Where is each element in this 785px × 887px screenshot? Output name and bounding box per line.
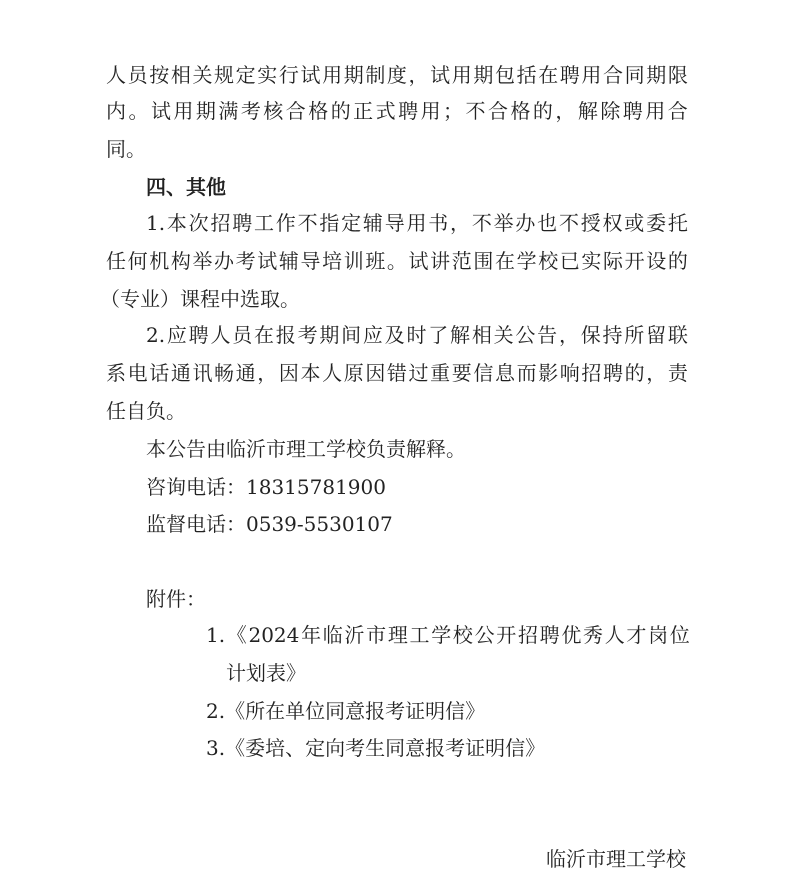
attachments-label: 附件： [146,587,206,611]
item1-line-3: （专业）课程中选取。 [100,287,300,311]
glyph: 人 [322,361,343,385]
glyph: 聘 [398,99,419,123]
glyph: 息 [494,361,515,385]
interpretation-note: 本公告由临沂市理工学校负责解释。 [146,437,466,461]
glyph: 作 [275,211,296,235]
glyph: 在 [538,63,559,87]
glyph: 格 [510,99,531,123]
glyph: 解 [450,323,471,347]
glyph: 行 [278,63,299,87]
glyph: 试 [408,249,429,273]
glyph: 已 [559,249,580,273]
glyph: 聘 [559,63,580,87]
glyph: 试 [257,249,278,273]
attachment-2: 2.《所在单位同意报考证明信》 [206,699,486,723]
glyph: 举 [192,249,213,273]
glyph: 范 [451,249,472,273]
glyph: 公 [474,623,495,647]
glyph: ， [555,99,576,123]
glyph: 人 [106,63,126,87]
consult-phone: 咨询电话：18315781900 [146,475,386,499]
glyph: 实 [257,63,278,87]
glyph: 工 [254,211,274,235]
glyph: 合 [487,99,508,123]
glyph: 过 [408,361,429,385]
glyph: 的 [624,361,645,385]
glyph: 所 [624,323,645,347]
glyph: 位 [669,623,690,647]
attachment-3: 3.《委培、定向考生同意报考证明信》 [206,736,546,760]
glyph: 不 [465,99,486,123]
glyph: 本 [300,361,321,385]
glyph: ， [558,323,579,347]
glyph: ， [450,211,471,235]
glyph: 年 [301,623,322,647]
glyph: 告 [537,323,558,347]
glyph: 关 [192,63,213,87]
glyph: 因 [278,361,299,385]
glyph: 招 [581,361,602,385]
glyph: 次 [188,211,209,235]
glyph: 培 [322,249,343,273]
glyph: 辅 [362,211,383,235]
glyph: 指 [319,211,340,235]
glyph: 通 [235,361,256,385]
intro-line-2 [106,98,688,124]
glyph: 办 [214,249,235,273]
glyph: 相 [471,323,492,347]
intro-line-1 [106,62,688,88]
glyph: 试 [430,63,451,87]
glyph: 。 [128,99,149,123]
glyph: 权 [602,211,623,235]
intro-line-3: 同。 [106,137,146,161]
glyph: 本 [166,211,187,235]
glyph: ， [408,63,429,87]
glyph: 保 [580,323,601,347]
glyph: 在 [494,249,515,273]
glyph: 导 [384,211,405,235]
glyph: 式 [375,99,396,123]
glyph: 才 [626,623,647,647]
glyph: 用 [420,99,441,123]
glyph: 规 [214,63,235,87]
glyph: 围 [473,249,494,273]
glyph: 招 [210,211,231,235]
glyph: 《 [226,623,247,647]
glyph: 不 [297,211,318,235]
glyph: 工 [409,623,430,647]
glyph: 定 [341,211,362,235]
glyph: 内 [106,99,126,123]
glyph: 临 [322,623,343,647]
glyph: 学 [431,623,452,647]
glyph: 理 [387,623,408,647]
glyph: 试 [150,99,171,123]
glyph: 任 [106,249,126,273]
glyph: 2. [146,323,166,347]
glyph: 试 [300,63,321,87]
glyph: 应 [362,323,383,347]
glyph: 办 [515,211,536,235]
item1-line-2 [106,248,688,274]
glyph: 合 [667,99,688,123]
glyph: 按 [149,63,170,87]
glyph: 聘 [539,623,560,647]
glyph: 度 [386,63,407,87]
glyph: 学 [516,249,537,273]
glyph: ， [257,361,278,385]
glyph: 错 [386,361,407,385]
glyph: 授 [580,211,601,235]
glyph: 人 [604,623,625,647]
glyph: 用 [451,63,472,87]
glyph: 托 [667,211,688,235]
glyph: 2024 [248,623,300,647]
glyph: 电 [127,361,148,385]
glyph: 书 [428,211,449,235]
glyph: 因 [365,361,386,385]
glyph: 期 [646,63,667,87]
glyph: 响 [559,361,580,385]
glyph: 及 [384,323,405,347]
glyph: 定 [235,63,256,87]
glyph: 影 [538,361,559,385]
glyph: 考 [240,99,261,123]
glyph: 格 [308,99,329,123]
glyph: 留 [646,323,667,347]
glyph: 聘 [622,99,643,123]
glyph: 讲 [430,249,451,273]
glyph: 聘 [188,323,209,347]
glyph: 的 [330,99,351,123]
glyph: 期 [319,323,340,347]
glyph: 包 [494,63,515,87]
glyph: 何 [127,249,148,273]
glyph: 不 [471,211,492,235]
attachment-1-line-2: 计划表》 [226,661,306,685]
glyph: 班 [365,249,386,273]
item2-line-2 [106,360,688,386]
glyph: 要 [451,361,472,385]
glyph: 了 [428,323,449,347]
glyph: 信 [473,361,494,385]
glyph: 括 [516,63,537,87]
glyph: 持 [602,323,623,347]
glyph: 关 [493,323,514,347]
glyph: 聘 [232,211,253,235]
item2-line-1 [146,322,688,348]
glyph: 岗 [648,623,669,647]
glyph: 联 [667,323,688,347]
glyph: 同 [624,63,645,87]
glyph: 报 [275,323,296,347]
glyph: 间 [341,323,362,347]
glyph: 话 [149,361,170,385]
glyph: 招 [517,623,538,647]
item2-line-3: 任自负。 [106,399,186,423]
glyph: 时 [406,323,427,347]
glyph: 员 [127,63,148,87]
glyph: 用 [322,63,343,87]
glyph: 举 [493,211,514,235]
supervise-phone: 监督电话：0539-5530107 [146,512,393,536]
item1-line-1 [146,210,688,236]
glyph: 1. [146,211,166,235]
glyph: 设 [646,249,667,273]
section-heading: 四、其他 [146,175,226,199]
glyph: 限 [667,63,688,87]
glyph: 而 [516,361,537,385]
glyph: 的 [667,249,688,273]
glyph: 市 [366,623,387,647]
signature-org: 临沂市理工学校 [546,847,686,871]
glyph: 核 [263,99,284,123]
glyph: ， [646,361,667,385]
glyph: 正 [353,99,374,123]
glyph: 考 [297,323,318,347]
glyph: 构 [170,249,191,273]
glyph: 委 [646,211,667,235]
glyph: 训 [343,249,364,273]
glyph: 责 [667,361,688,385]
glyph: 除 [600,99,621,123]
glyph: 用 [645,99,666,123]
glyph: 通 [170,361,191,385]
glyph: 实 [581,249,602,273]
glyph: 机 [149,249,170,273]
glyph: 用 [173,99,194,123]
glyph: 导 [300,249,321,273]
glyph: 用 [581,63,602,87]
glyph: 解 [577,99,598,123]
glyph: 开 [624,249,645,273]
glyph: 应 [166,323,187,347]
glyph: 际 [603,249,624,273]
glyph: 员 [232,323,253,347]
glyph: 期 [195,99,216,123]
glyph: 人 [210,323,231,347]
glyph: 不 [558,211,579,235]
glyph: 校 [538,249,559,273]
glyph: 满 [218,99,239,123]
glyph: 开 [496,623,517,647]
glyph: 相 [170,63,191,87]
attachment-1-line-1 [206,622,690,648]
glyph: 公 [515,323,536,347]
glyph: 用 [406,211,427,235]
glyph: 在 [254,323,274,347]
glyph: 原 [343,361,364,385]
glyph: 畅 [214,361,235,385]
glyph: 讯 [192,361,213,385]
glyph: 系 [106,361,126,385]
glyph: 聘 [603,361,624,385]
glyph: 校 [452,623,473,647]
glyph: 也 [537,211,558,235]
glyph: 制 [365,63,386,87]
glyph: 辅 [278,249,299,273]
glyph: 重 [430,361,451,385]
glyph: 或 [624,211,645,235]
glyph: 优 [561,623,582,647]
glyph: ； [443,99,464,123]
glyph: 合 [285,99,306,123]
glyph: 期 [343,63,364,87]
glyph: 秀 [583,623,603,647]
glyph: 的 [532,99,553,123]
glyph: 。 [386,249,407,273]
glyph: 合 [603,63,624,87]
glyph: 期 [473,63,494,87]
glyph: 考 [235,249,256,273]
glyph: 沂 [344,623,365,647]
glyph: 1. [206,623,226,647]
